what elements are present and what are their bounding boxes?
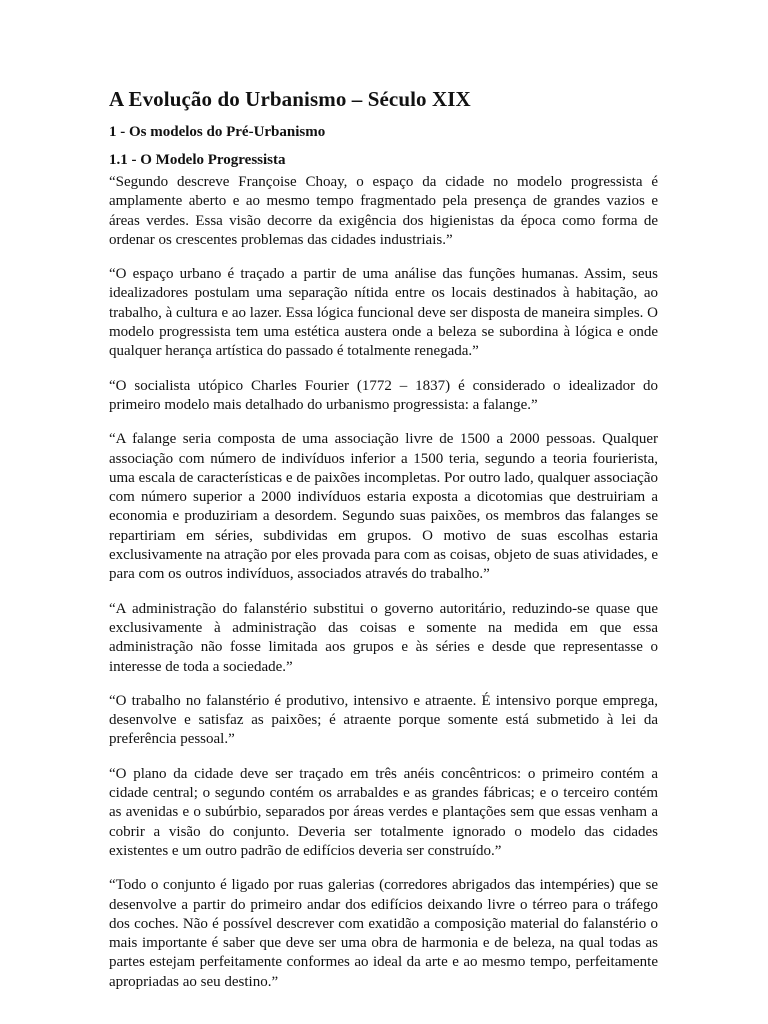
paragraph: “Todo o conjunto é ligado por ruas galerias (corredores abrigados das intempéries) que se desenvolve a partir do primeiro andar dos edifícios deixando livre o térreo para o tráfego dos coches. Não é possível descrever com exatidão a composição material do falanstério o mais importante é saber que deve ser uma obra de harmonia e de beleza, na qual todas as partes estejam perfeitamente conformes ao ideal da arte e ao mesmo tempo, perfeitamente apropriadas ao seu destino.” [109, 877, 658, 990]
document-title: A Evolução do Urbanismo – Século XIX [109, 87, 471, 111]
paragraph: “A administração do falanstério substitui o governo autoritário, reduzindo-se quase que exclusivamente à administração das coisas e somente na medida em que essa administração não fosse limitada aos grupos e às séries e desde que representasse o interesse de toda a sociedade.” [109, 600, 658, 675]
paragraph: “A falange seria composta de uma associação livre de 1500 a 2000 pessoas. Qualquer associação com número de indivíduos inferior a 1500 teria, segundo a teoria fourierista, uma escala de características e de paixões incompletas. Por outro lado, qualquer associação com número superior a 2000 indivíduos estaria exposta a dicotomias que destruiriam a economia e produziriam a desordem. Segundo suas paixões, os membros das falanges se repartiriam em séries, subdividas em grupos. O motivo de suas escolhas estaria exclusivamente na atração por eles provada para com as coisas, objeto de suas atividades, e para com os outros indivíduos, associados através do trabalho.” [109, 431, 658, 583]
document-page [109, 86, 658, 1007]
subsection-heading: 1.1 - O Modelo Progressista [109, 152, 286, 168]
paragraph: “O espaço urbano é traçado a partir de uma análise das funções humanas. Assim, seus idealizadores postulam uma separação nítida entre os locais destinados à habitação, ao trabalho, à cultura e ao lazer. Essa lógica funcional deve ser disposta de maneira simples. O modelo progressista tem uma estética austera onde a beleza se subordina à lógica e onde qualquer herança artística do passado é totalmente renegada.” [109, 266, 658, 360]
paragraph: “Segundo descreve Françoise Choay, o espaço da cidade no modelo progressista é amplamente aberto e ao mesmo tempo fragmentado pela presença de grandes vazios e áreas verdes. Essa visão decorre da exigência dos higienistas da época como forma de ordenar os crescentes problemas das cidades industriais.” [109, 174, 658, 248]
section-heading: 1 - Os modelos do Pré-Urbanismo [109, 124, 326, 140]
paragraph: “O trabalho no falanstério é produtivo, intensivo e atraente. É intensivo porque emprega, desenvolve e satisfaz as paixões; é atraente porque somente está submetido à lei da preferência pessoal.” [109, 692, 658, 748]
paragraph: “O plano da cidade deve ser traçado em três anéis concêntricos: o primeiro contém a cidade central; o segundo contém os arrabaldes e as grandes fábricas; e o terceiro contém as avenidas e o subúrbio, separados por áreas verdes e plantações sem que essas venham a cobrir a visão do conjunto. Deveria ser totalmente ignorado o modelo das cidades existentes e um outro padrão de edifícios deveria ser construído.” [109, 765, 658, 859]
paragraph: “O socialista utópico Charles Fourier (1772 – 1837) é considerado o idealizador do primeiro modelo mais detalhado do urbanismo progressista: a falange.” [109, 377, 658, 413]
